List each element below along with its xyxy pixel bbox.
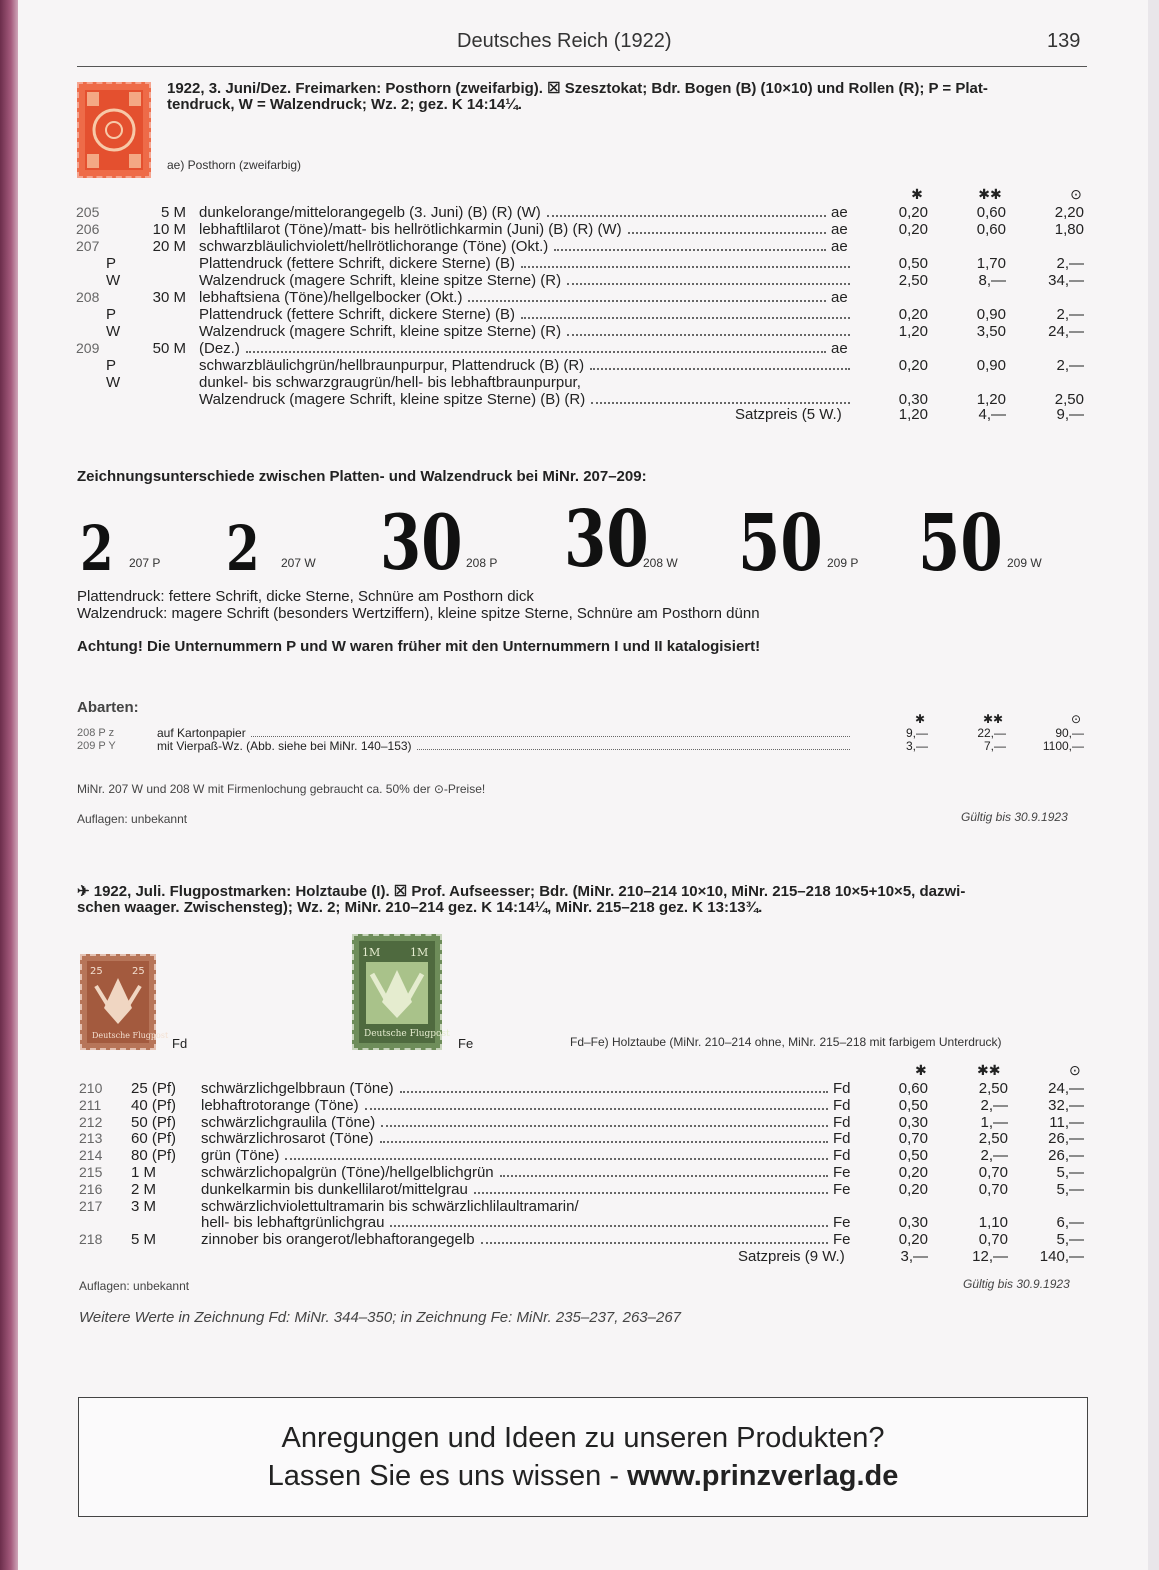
header-rule	[77, 66, 1087, 67]
table-row	[0, 357, 1159, 374]
row-ref: Fd	[833, 1080, 851, 1097]
table-row	[0, 289, 1159, 306]
section2-heading: ✈ 1922, Juli. Flugpostmarken: Holztaube (I). ☒ Prof. Aufseesser; Bdr. (MiNr. 210–214 10×10, MiNr. 215–218 10×5+10×5, dazwi-	[77, 883, 966, 900]
section1-satzpreis	[0, 406, 1159, 423]
label-207w: 207 W	[281, 556, 316, 570]
row-price-used: 5,—	[1056, 1164, 1084, 1181]
row-price-mint: 0,20	[898, 1164, 928, 1181]
diff-line-1: Plattendruck: fettere Schrift, dicke Sterne, Schnüre am Posthorn dick	[77, 588, 534, 605]
row-price-mnh: 1,10	[978, 1214, 1008, 1231]
stamp-fe-label: Fe	[458, 1036, 474, 1051]
row-price-mnh: 1,70	[976, 255, 1006, 272]
row-number: 205	[76, 204, 100, 220]
stamp-caption: ae) Posthorn (zweifarbig)	[167, 158, 302, 172]
row-price-used: 6,—	[1056, 1214, 1084, 1231]
row-value: 20 M	[152, 238, 186, 255]
row-price-used: 26,—	[1048, 1147, 1084, 1164]
row-ref: ae	[831, 340, 848, 357]
row-number: 210	[79, 1080, 103, 1096]
satz-label: Satzpreis (5 W.)	[735, 406, 842, 423]
row-price-mnh: 0,60	[976, 204, 1006, 221]
row-price-mint: 0,20	[898, 221, 928, 238]
satz-c3: 9,—	[1056, 406, 1084, 423]
row-price-used: 2,—	[1056, 255, 1084, 272]
svg-text:Deutsche Flugpost: Deutsche Flugpost	[92, 1031, 169, 1040]
section1-heading: 1922, 3. Juni/Dez. Freimarken: Posthorn (zweifarbig). ☒ Szesztokat; Bdr. Bogen (B) (10×10) und Rollen (R); P = Plat-	[167, 80, 988, 97]
svg-text:25: 25	[132, 966, 145, 977]
row-description: schwärzlichgelbbraun (Töne)	[201, 1080, 394, 1097]
table-row	[0, 1164, 1159, 1181]
stamp-fd-image	[80, 954, 169, 1050]
row-ref: ae	[831, 238, 848, 255]
row-number: 208	[76, 289, 100, 305]
holztaube-icon	[354, 936, 450, 1048]
row-price-used: 2,—	[1056, 357, 1084, 374]
row-description: dunkel- bis schwarzgraugrün/hell- bis lebhaftbraunpurpur,	[199, 374, 581, 391]
auflagen-2: Auflagen: unbekannt	[79, 1279, 190, 1293]
row-description: dunkelkarmin bis dunkellilarot/mittelgrau	[201, 1181, 468, 1198]
dot-leader	[481, 1231, 828, 1244]
row-value: 50 M	[152, 340, 186, 357]
abarten-col-mnh: ✱✱	[983, 712, 1004, 726]
col-header-mint: ✱	[911, 186, 923, 202]
row-description: lebhaftsiena (Töne)/hellgelbocker (Okt.)	[199, 289, 463, 306]
advert-box	[78, 1397, 1088, 1517]
dot-leader	[468, 289, 826, 302]
table-row	[0, 340, 1159, 357]
abart-price-mnh: 7,—	[983, 739, 1006, 753]
satz2-label: Satzpreis (9 W.)	[738, 1248, 845, 1265]
satz-c2: 4,—	[978, 406, 1006, 423]
satz2-c2: 12,—	[972, 1248, 1008, 1265]
advert-line-1: Anregungen und Ideen zu unseren Produkten?	[281, 1422, 885, 1454]
row-description: (Dez.)	[199, 340, 240, 357]
glyph-207w: 2	[226, 512, 260, 585]
row-number: 218	[79, 1231, 103, 1247]
abart-price-mint: 9,—	[905, 726, 928, 740]
row-price-used: 26,—	[1048, 1130, 1084, 1147]
dot-leader	[521, 255, 850, 268]
gueltig-1: Gültig bis 30.9.1923	[961, 810, 1068, 824]
glyph-209p: 50	[738, 498, 823, 589]
s2-col-mnh: ✱✱	[977, 1062, 1001, 1078]
satz2-c1: 3,—	[900, 1248, 928, 1265]
row-price-used: 32,—	[1048, 1097, 1084, 1114]
abarten-col-mint: ✱	[915, 712, 926, 726]
label-208p: 208 P	[466, 556, 498, 570]
section2-heading-2: schen waager. Zwischensteg); Wz. 2; MiNr. 210–214 gez. K 14:14¼, MiNr. 215–218 gez. K 13:13¾.	[77, 899, 763, 916]
table-row	[0, 1080, 1159, 1097]
table-row	[0, 1214, 1159, 1231]
row-description: dunkelorange/mittelorangegelb (3. Juni) (B) (R) (W)	[199, 204, 541, 221]
row-price-used: 11,—	[1049, 1114, 1084, 1131]
row-description: Walzendruck (magere Schrift, kleine spitze Sterne) (R)	[199, 323, 562, 340]
row-price-used: 24,—	[1048, 323, 1084, 340]
row-price-used: 24,—	[1048, 1080, 1084, 1097]
row-price-used: 2,—	[1056, 306, 1084, 323]
row-description: lebhaftlilarot (Töne)/matt- bis hellrötlichkarmin (Juni) (B) (R) (W)	[199, 221, 622, 238]
dot-leader	[628, 221, 826, 234]
stamp-fe-image	[352, 934, 450, 1050]
dot-leader	[591, 391, 850, 404]
diff-line-2: Walzendruck: magere Schrift (besonders Wertziffern), kleine spitze Sterne, Schnüre am Posthorn dünn	[77, 605, 760, 622]
row-description: Walzendruck (magere Schrift, kleine spitze Sterne) (B) (R)	[199, 391, 586, 408]
dot-leader	[567, 272, 850, 285]
table-row	[0, 272, 1159, 289]
row-value: 40 (Pf)	[131, 1097, 177, 1114]
row-number: P	[106, 357, 117, 374]
row-price-mint: 0,50	[898, 255, 928, 272]
row-ref: ae	[831, 289, 848, 306]
abarten-heading: Abarten:	[77, 699, 139, 716]
row-price-mnh: 2,—	[980, 1147, 1008, 1164]
row-value: 80 (Pf)	[131, 1147, 177, 1164]
row-number: P	[106, 255, 117, 272]
row-description: Plattendruck (fettere Schrift, dickere Sterne) (B)	[199, 255, 515, 272]
dot-leader	[417, 740, 850, 750]
auflagen-1: Auflagen: unbekannt	[77, 812, 188, 826]
stamp-posthorn-image	[77, 82, 151, 178]
row-price-mnh: 3,50	[976, 323, 1006, 340]
row-price-mnh: 0,70	[978, 1164, 1008, 1181]
svg-text:1M: 1M	[362, 946, 381, 959]
row-price-mnh: 0,70	[978, 1231, 1008, 1248]
row-price-used: 2,50	[1054, 391, 1084, 408]
dot-leader	[380, 1130, 828, 1143]
dot-leader	[251, 727, 850, 737]
row-description: schwarzbläulichgrün/hellbraunpurpur, Plattendruck (B) (R)	[199, 357, 585, 374]
abarten-col-used: ⊙	[1071, 712, 1082, 726]
row-value: 1 M	[131, 1164, 157, 1181]
row-ref: ae	[831, 204, 848, 221]
row-description: schwärzlichrosarot (Töne)	[201, 1130, 374, 1147]
row-description: schwarzbläulichviolett/hellrötlichorange (Töne) (Okt.)	[199, 238, 549, 255]
dot-leader	[400, 1080, 828, 1093]
abart-price-used: 1100,—	[1042, 739, 1084, 753]
table-row	[0, 1231, 1159, 1248]
row-price-mint: 0,20	[898, 204, 928, 221]
row-number: 215	[79, 1164, 103, 1180]
dot-leader	[390, 1214, 828, 1227]
row-ref: Fe	[833, 1231, 851, 1248]
row-number: 206	[76, 221, 100, 237]
posthorn-icon	[79, 84, 149, 176]
dot-leader	[381, 1114, 828, 1127]
row-price-mnh: 2,50	[978, 1130, 1008, 1147]
table-row	[0, 204, 1159, 221]
advert-line-2-text: Lassen Sie es uns wissen -	[267, 1460, 628, 1492]
row-ref: Fe	[833, 1214, 851, 1231]
row-ref: Fd	[833, 1114, 851, 1131]
row-price-mnh: 0,70	[978, 1181, 1008, 1198]
row-value: 10 M	[152, 221, 186, 238]
weitere-werte: Weitere Werte in Zeichnung Fd: MiNr. 344–350; in Zeichnung Fe: MiNr. 235–237, 263–267	[79, 1309, 681, 1326]
label-207p: 207 P	[129, 556, 161, 570]
satz2-c3: 140,—	[1039, 1248, 1084, 1265]
stamp-fd-label: Fd	[172, 1036, 188, 1051]
row-ref: ae	[831, 221, 848, 238]
advert-url-link[interactable]: www.prinzverlag.de	[627, 1460, 899, 1492]
row-number: 211	[79, 1097, 102, 1113]
row-value: 5 M	[160, 204, 186, 221]
row-value: 25 (Pf)	[131, 1080, 177, 1097]
row-value: 30 M	[152, 289, 186, 306]
row-price-used: 34,—	[1048, 272, 1084, 289]
row-price-mint: 0,30	[898, 1214, 928, 1231]
abart-price-mint: 3,—	[905, 739, 928, 753]
page-number: 139	[1047, 30, 1081, 52]
table-row	[0, 221, 1159, 238]
label-209p: 209 P	[827, 556, 859, 570]
table-row	[0, 306, 1159, 323]
row-description: Walzendruck (magere Schrift, kleine spitze Sterne) (R)	[199, 272, 562, 289]
row-description: hell- bis lebhaftgrünlichgrau	[201, 1214, 385, 1231]
row-price-mint: 0,30	[898, 1114, 928, 1131]
row-price-mnh: 1,—	[980, 1114, 1008, 1131]
abart-number: 208 P z	[77, 727, 115, 739]
row-price-mint: 0,20	[898, 1181, 928, 1198]
row-description: schwärzlichopalgrün (Töne)/hellgelblichgrün	[201, 1164, 494, 1181]
section1-heading-2: tendruck, W = Walzendruck; Wz. 2; gez. K 14:14¼.	[167, 96, 522, 113]
row-ref: Fd	[833, 1097, 851, 1114]
row-value: 60 (Pf)	[131, 1130, 177, 1147]
col-header-mnh: ✱✱	[978, 186, 1002, 202]
row-price-mint: 0,50	[898, 1097, 928, 1114]
dot-leader	[285, 1147, 828, 1160]
row-number: 213	[79, 1130, 103, 1146]
row-price-mint: 1,20	[898, 323, 928, 340]
table-row	[0, 255, 1159, 272]
row-number: W	[106, 374, 121, 391]
row-number: 212	[79, 1114, 103, 1130]
row-description: lebhaftrotorange (Töne)	[201, 1097, 359, 1114]
row-price-mint: 0,30	[898, 391, 928, 408]
svg-text:25: 25	[90, 966, 103, 977]
row-price-mnh: 2,50	[978, 1080, 1008, 1097]
row-ref: Fe	[833, 1164, 851, 1181]
label-208w: 208 W	[643, 556, 678, 570]
row-value: 2 M	[131, 1181, 157, 1198]
table-row	[0, 1097, 1159, 1114]
satz-c1: 1,20	[898, 406, 928, 423]
s2-col-used: ⊙	[1069, 1062, 1081, 1078]
label-209w: 209 W	[1007, 556, 1042, 570]
row-price-mint: 0,20	[898, 306, 928, 323]
table-row	[0, 1181, 1159, 1198]
table-row	[0, 1130, 1159, 1147]
dot-leader	[554, 238, 826, 251]
row-price-used: 5,—	[1056, 1181, 1084, 1198]
row-description: schwärzlichviolettultramarin bis schwärzlichlilaultramarin/	[201, 1198, 579, 1215]
glyph-208p: 30	[380, 498, 463, 587]
row-price-mnh: 0,60	[976, 221, 1006, 238]
row-price-used: 5,—	[1056, 1231, 1084, 1248]
row-number: W	[106, 323, 121, 340]
svg-text:1M: 1M	[410, 946, 429, 959]
row-ref: Fe	[833, 1181, 851, 1198]
row-ref: Fd	[833, 1147, 851, 1164]
firmenlochung-note: MiNr. 207 W und 208 W mit Firmenlochung gebraucht ca. 50% der ⊙-Preise!	[77, 782, 486, 796]
abart-price-mnh: 22,—	[977, 726, 1006, 740]
row-price-mnh: 2,—	[980, 1097, 1008, 1114]
row-description: schwärzlichgraulila (Töne)	[201, 1114, 376, 1131]
section2-caption: Fd–Fe) Holztaube (MiNr. 210–214 ohne, MiNr. 215–218 mit farbigem Unterdruck)	[570, 1035, 1002, 1049]
holztaube-icon	[82, 956, 169, 1048]
abart-number: 209 P Y	[77, 740, 116, 752]
row-price-used: 1,80	[1054, 221, 1084, 238]
table-row	[0, 740, 1159, 757]
row-ref: Fd	[833, 1130, 851, 1147]
row-number: W	[106, 272, 121, 289]
row-number: 214	[79, 1147, 103, 1163]
diff-heading: Zeichnungsunterschiede zwischen Platten- und Walzendruck bei MiNr. 207–209:	[77, 468, 647, 485]
row-number: P	[106, 306, 117, 323]
table-row	[0, 1114, 1159, 1131]
row-number: 207	[76, 238, 100, 254]
row-number: 217	[79, 1198, 103, 1214]
table-row	[0, 1198, 1159, 1215]
row-price-mnh: 8,—	[978, 272, 1006, 289]
table-row	[0, 374, 1159, 391]
table-row	[0, 1147, 1159, 1164]
row-value: 3 M	[131, 1198, 157, 1215]
row-description: Plattendruck (fettere Schrift, dickere Sterne) (B)	[199, 306, 515, 323]
row-price-mint: 0,50	[898, 1147, 928, 1164]
row-description: zinnober bis orangerot/lebhaftorangegelb	[201, 1231, 475, 1248]
dot-leader	[500, 1164, 828, 1177]
dot-leader	[567, 323, 850, 336]
table-row	[0, 238, 1159, 255]
dot-leader	[474, 1181, 828, 1194]
gueltig-2: Gültig bis 30.9.1923	[963, 1277, 1070, 1291]
row-price-mint: 0,20	[898, 357, 928, 374]
dot-leader	[521, 306, 850, 319]
glyph-207p: 2	[80, 512, 114, 585]
glyph-208w: 30	[564, 494, 649, 585]
row-value: 50 (Pf)	[131, 1114, 177, 1131]
row-price-mnh: 1,20	[976, 391, 1006, 408]
row-price-mint: 0,60	[898, 1080, 928, 1097]
glyph-209w: 50	[918, 498, 1003, 589]
row-price-used: 2,20	[1054, 204, 1084, 221]
row-price-mint: 0,70	[898, 1130, 928, 1147]
dot-leader	[547, 204, 826, 217]
row-value: 5 M	[131, 1231, 157, 1248]
row-price-mint: 2,50	[898, 272, 928, 289]
page-header-title: Deutsches Reich (1922)	[457, 30, 672, 52]
dot-leader	[246, 340, 826, 353]
diff-warning: Achtung! Die Unternummern P und W waren früher mit den Unternummern I und II katalogisiert!	[77, 638, 761, 655]
section2-satzpreis	[0, 1248, 1159, 1265]
s2-col-mint: ✱	[915, 1062, 927, 1078]
row-description: grün (Töne)	[201, 1147, 280, 1164]
dot-leader	[365, 1097, 828, 1110]
row-price-mnh: 0,90	[976, 357, 1006, 374]
table-row	[0, 323, 1159, 340]
row-number: 216	[79, 1181, 103, 1197]
row-number: 209	[76, 340, 100, 356]
dot-leader	[590, 357, 850, 370]
svg-text:Deutsche Flugpost: Deutsche Flugpost	[364, 1029, 450, 1039]
row-price-mnh: 0,90	[976, 306, 1006, 323]
abart-description: mit Vierpaß-Wz. (Abb. siehe bei MiNr. 140–153)	[157, 739, 412, 753]
row-price-mint: 0,20	[898, 1231, 928, 1248]
abart-price-used: 90,—	[1055, 726, 1084, 740]
col-header-used: ⊙	[1070, 186, 1082, 202]
abart-description: auf Kartonpapier	[157, 726, 246, 740]
advert-line-2	[79, 1460, 1087, 1493]
